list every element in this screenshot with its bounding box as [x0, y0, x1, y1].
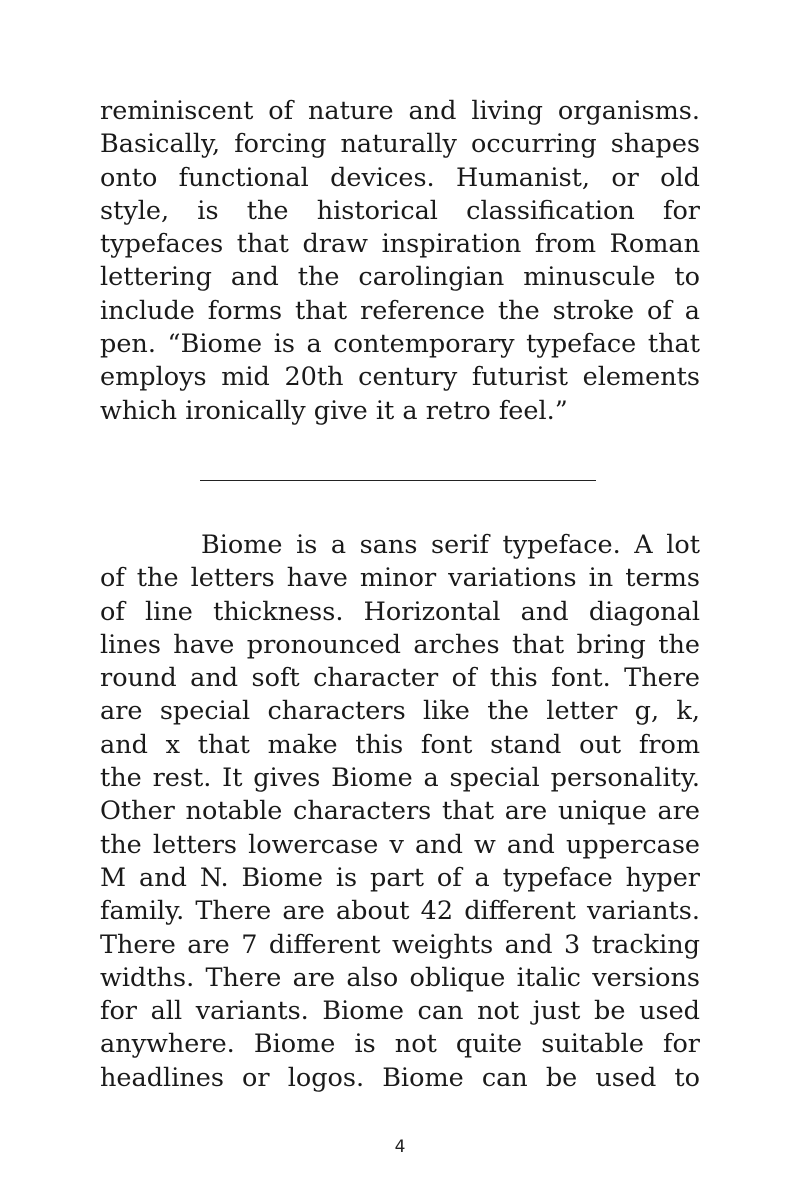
text-line: reminiscent of nature and living organisms. [100, 96, 700, 126]
text-line: lettering and the carolingian minuscule to [100, 262, 700, 293]
text-line: for all variants. Biome can not just be used [100, 996, 700, 1027]
text-line: widths. There are also oblique italic versions [100, 962, 700, 993]
text-line: employs mid 20th century futurist elements [100, 362, 700, 393]
section-divider [200, 480, 596, 481]
text-line: round and soft character of this font. There [100, 663, 700, 694]
text-line: of the letters have minor variations in terms [100, 563, 700, 594]
text-line: M and N. Biome is part of a typeface hyper [100, 862, 700, 893]
text-line: the rest. It gives Biome a special personality. [100, 763, 700, 794]
text-line: Biome is a sans serif typeface. A lot [201, 530, 700, 560]
text-line: of line thickness. Horizontal and diagonal [100, 596, 700, 627]
text-line: family. There are about 42 different variants. [100, 896, 700, 927]
text-line: include forms that reference the stroke of a [100, 295, 700, 326]
text-line: are special characters like the letter g, k, [100, 696, 700, 727]
text-line: anywhere. Biome is not quite suitable for [100, 1029, 700, 1060]
text-line: style, is the historical classification for [100, 195, 700, 226]
page-number: 4 [394, 1137, 406, 1157]
text-line: Basically, forcing naturally occurring shapes [100, 129, 700, 160]
text-line: pen. “Biome is a contemporary typeface that [100, 329, 700, 360]
paragraph-1 [100, 95, 700, 428]
text-line: There are 7 different weights and 3 tracking [100, 929, 700, 960]
text-line: the letters lowercase v and w and uppercase [100, 829, 700, 860]
text-line: headlines or logos. Biome can be used to [100, 1062, 700, 1093]
text-line: lines have pronounced arches that bring the [100, 629, 700, 660]
text-line: Other notable characters that are unique are [100, 796, 700, 827]
text-line: onto functional devices. Humanist, or old [100, 162, 700, 193]
text-line: typefaces that draw inspiration from Roman [100, 229, 700, 260]
text-line: and x that make this font stand out from [100, 729, 700, 760]
paragraph-2 [100, 529, 700, 1095]
text-line: which ironically give it a retro feel.” [100, 395, 568, 426]
